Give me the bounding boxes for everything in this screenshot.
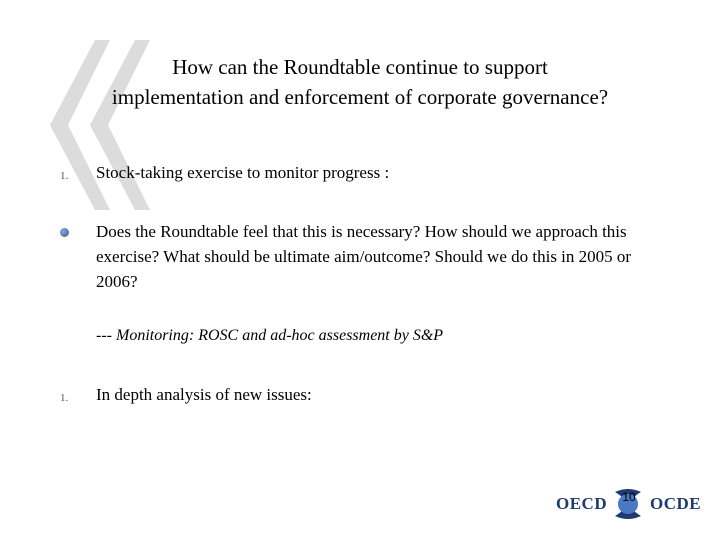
list-number: 1. — [60, 170, 69, 182]
logo-text-ocde: OCDE — [650, 494, 702, 513]
logo-text-oecd: OECD — [556, 494, 608, 513]
list-number: 1. — [60, 392, 69, 404]
list-item-questions: Does the Roundtable feel that this is necessary? How should we approach this exercise? What should be ultimate aim/outcome? Should we do this in 2005 or 2006? — [96, 222, 632, 291]
page-number: 10 — [622, 490, 636, 504]
list-item-stock-taking: Stock-taking exercise to monitor progress : — [96, 163, 390, 182]
monitoring-note: --- Monitoring: ROSC and ad-hoc assessment by S&P — [96, 327, 444, 344]
oecd-logo — [556, 488, 706, 520]
slide-title: How can the Roundtable continue to support implementation and enforcement of corporate governance? — [111, 55, 609, 109]
list-item-in-depth-analysis: In depth analysis of new issues: — [96, 385, 312, 404]
bullet-dot-icon — [60, 228, 69, 237]
